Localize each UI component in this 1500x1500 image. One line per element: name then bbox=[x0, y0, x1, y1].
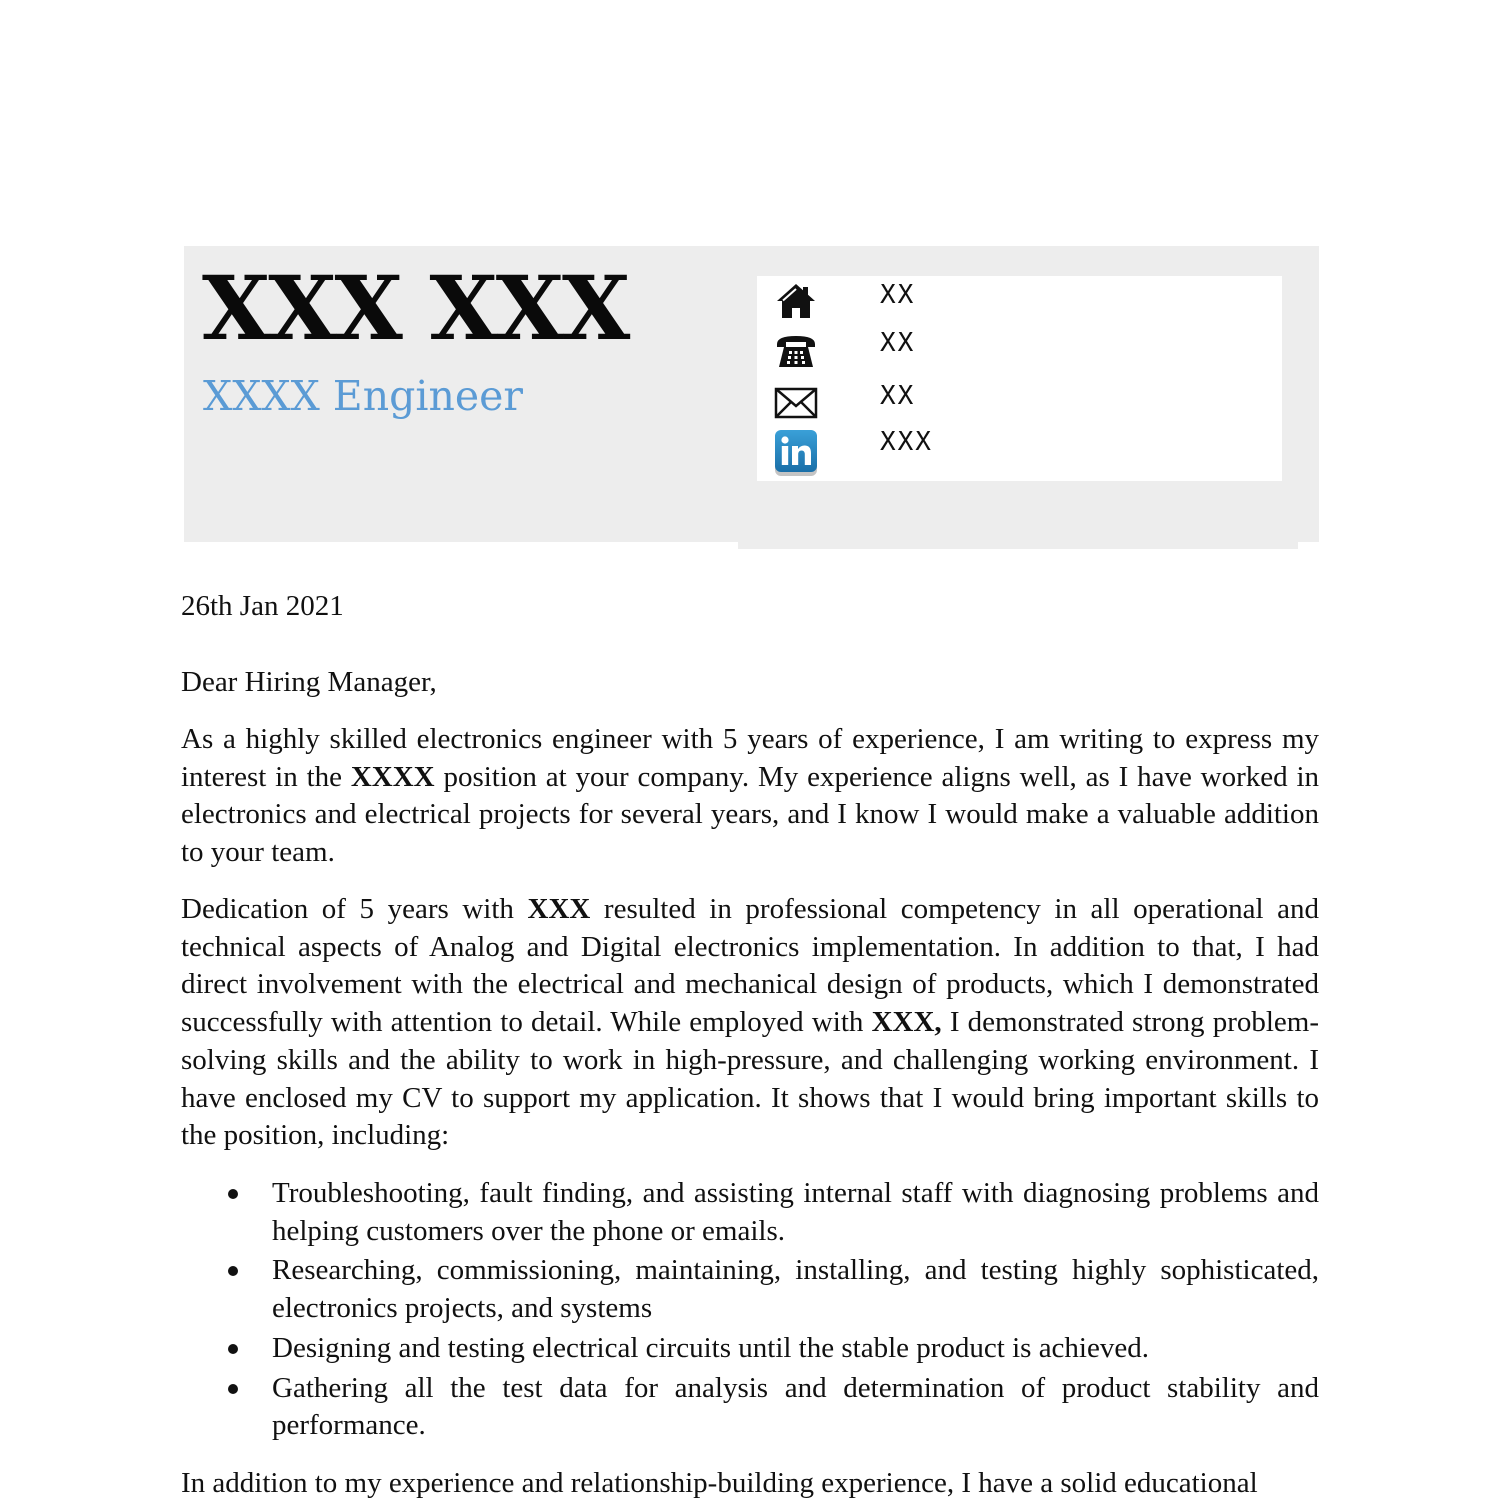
list-item bbox=[181, 1370, 1319, 1445]
paragraph-experience-text: Dedication of 5 years with bbox=[181, 893, 528, 925]
contact-panel bbox=[757, 276, 1282, 481]
list-item bbox=[181, 1175, 1319, 1250]
list-item bbox=[181, 1330, 1319, 1368]
contact-address-value: XX bbox=[880, 280, 916, 310]
phone-icon bbox=[773, 328, 819, 374]
contact-linkedin-value: XXX bbox=[880, 427, 933, 457]
home-icon bbox=[773, 278, 819, 324]
contact-email-value: XX bbox=[880, 381, 916, 411]
list-item-text: Gathering all the test data for analysis and determination of product stability and performance. bbox=[272, 1371, 1319, 1442]
paragraph-experience-text: resulted in professional competency in all operational and technical aspects of Analog and Digital electronics implementation. In addition to that, I had direct involvement with the electrical and mechanical design of products, which I demonstrated successfully with attention to detail. While employed with bbox=[181, 893, 1319, 1039]
paragraph-experience bbox=[181, 891, 1319, 1155]
company-placeholder: XXX bbox=[527, 893, 591, 925]
paragraph-intro bbox=[181, 721, 1319, 872]
list-item-text: Troubleshooting, fault finding, and assisting internal staff with diagnosing problems and helping customers over the phone or emails. bbox=[272, 1177, 1319, 1247]
bullet-icon bbox=[228, 1266, 238, 1276]
applicant-name: XXX XXX bbox=[202, 256, 629, 360]
skills-list bbox=[181, 1175, 1319, 1447]
contact-row-linkedin bbox=[757, 427, 1282, 480]
header-panel-shadow bbox=[738, 540, 1298, 549]
paragraph-intro-text: As a highly skilled electronics engineer with 5 years of experience, I am writing to express my interest in the bbox=[181, 723, 1319, 793]
list-item bbox=[181, 1252, 1319, 1327]
paragraph-education: In addition to my experience and relationship-building experience, I have a solid educational bbox=[181, 1467, 1258, 1499]
paragraph-experience-text: I demonstrated strong problem-solving skills and the ability to work in high-pressure, and challenging working environment. I have enclosed my CV to support my application. It shows that I would bring important skills to the position, including: bbox=[181, 1006, 1319, 1152]
bullet-icon bbox=[228, 1344, 238, 1354]
bullet-icon bbox=[228, 1189, 238, 1199]
linkedin-icon bbox=[773, 430, 819, 476]
letter-date: 26th Jan 2021 bbox=[181, 590, 344, 622]
contact-row-email bbox=[757, 380, 1282, 430]
contact-phone-value: XX bbox=[880, 328, 916, 358]
contact-row-phone bbox=[757, 328, 1282, 378]
job-title: XXXX Engineer bbox=[203, 372, 524, 420]
list-item-text: Designing and testing electrical circuits until the stable product is achieved. bbox=[272, 1331, 1149, 1364]
company-placeholder: XXX, bbox=[871, 1006, 942, 1039]
position-placeholder: XXXX bbox=[350, 760, 435, 793]
bullet-icon bbox=[228, 1384, 238, 1394]
contact-row-address bbox=[757, 278, 1282, 328]
mail-icon bbox=[773, 380, 819, 426]
paragraph-intro-text: position at your company. My experience aligns well, as I have worked in electronics and electrical projects for several years, and I know I would make a valuable addition to your team. bbox=[181, 760, 1320, 869]
list-item-text: Researching, commissioning, maintaining, installing, and testing highly sophisticated, electronics projects, and systems bbox=[272, 1254, 1319, 1325]
letter-salutation: Dear Hiring Manager, bbox=[181, 666, 437, 698]
